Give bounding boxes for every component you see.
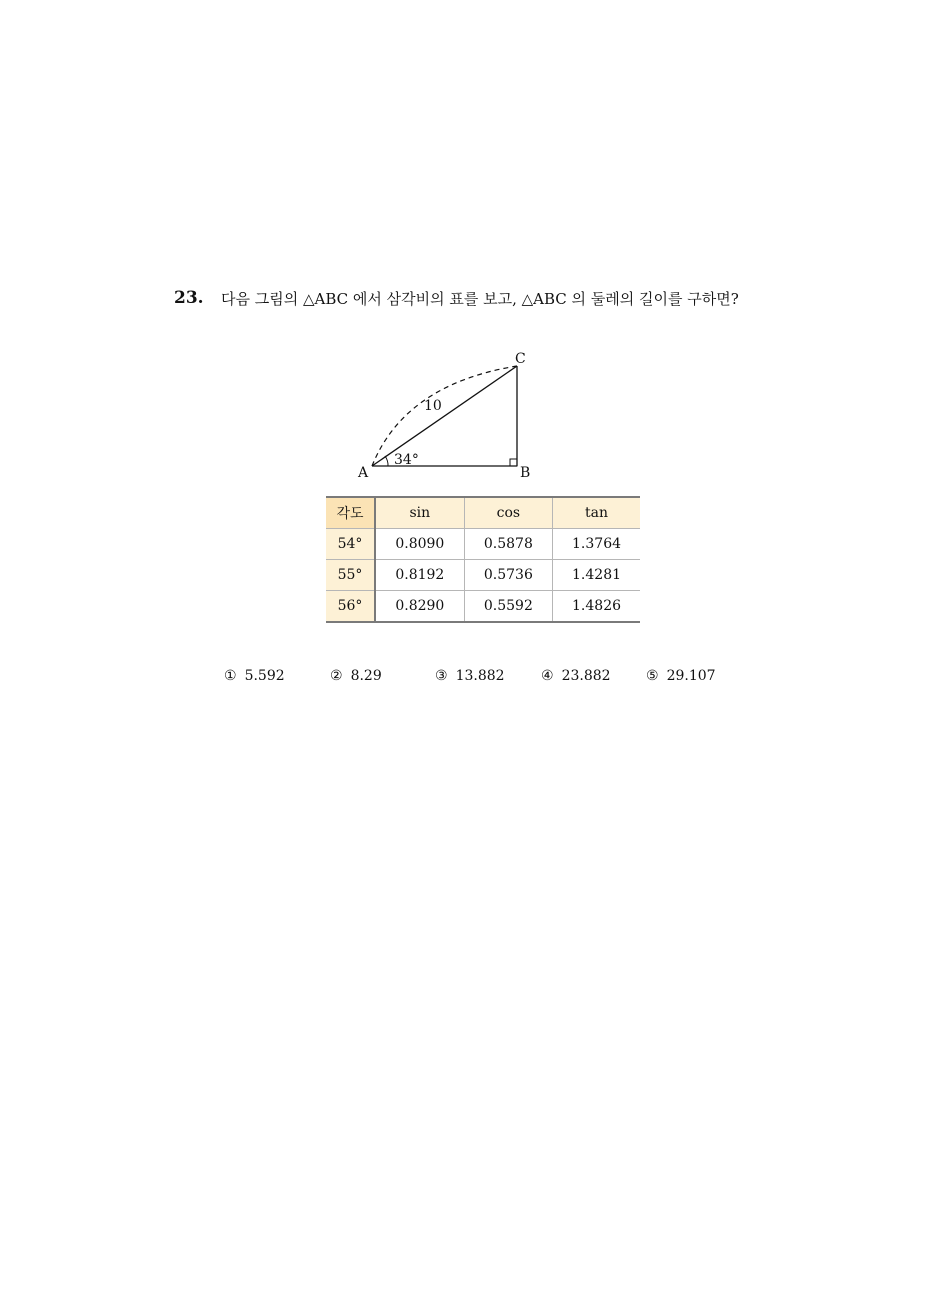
- vertex-b-label: B: [520, 465, 531, 481]
- row-angle: 56°: [326, 591, 375, 623]
- choice-value: 23.882: [561, 668, 611, 684]
- table-cell: 0.8192: [375, 560, 464, 591]
- question-text: 다음 그림의 △ABC 에서 삼각비의 표를 보고, △ABC 의 둘레의 길이를 구하면?: [221, 290, 739, 308]
- choice-mark: ④: [541, 668, 554, 684]
- table-row: [326, 529, 640, 560]
- row-angle: 54°: [326, 529, 375, 560]
- table-cell: 0.5736: [464, 560, 552, 591]
- side-ac: [372, 366, 517, 466]
- triangle-figure: [350, 344, 540, 482]
- column-header: tan: [553, 497, 640, 529]
- choice-value: 8.29: [350, 668, 382, 684]
- question: [0, 284, 926, 314]
- table-cell: 0.5592: [464, 591, 552, 623]
- vertex-c-label: C: [515, 351, 526, 367]
- table-cell: 0.8090: [375, 529, 464, 560]
- trig-table: [326, 496, 640, 623]
- column-header: sin: [375, 497, 464, 529]
- choice-value: 13.882: [455, 668, 505, 684]
- choice-5[interactable]: [646, 668, 716, 684]
- right-angle-mark: [510, 459, 517, 466]
- choice-mark: ⑤: [646, 668, 659, 684]
- table-cell: 1.4281: [553, 560, 640, 591]
- column-header: cos: [464, 497, 552, 529]
- table-row: [326, 560, 640, 591]
- choice-2[interactable]: [330, 668, 382, 684]
- choice-mark: ③: [435, 668, 448, 684]
- answer-choices: [0, 666, 926, 692]
- angle-arc: [385, 456, 388, 466]
- choice-1[interactable]: [224, 668, 285, 684]
- table-cell: 1.3764: [553, 529, 640, 560]
- table-header-row: [326, 497, 640, 529]
- choice-mark: ①: [224, 668, 237, 684]
- choice-3[interactable]: [435, 668, 505, 684]
- question-number: 23.: [174, 288, 204, 308]
- choice-value: 5.592: [244, 668, 285, 684]
- triangle-diagram: [350, 344, 540, 482]
- choice-mark: ②: [330, 668, 343, 684]
- hypotenuse-length-label: 10: [424, 398, 442, 414]
- table-cell: 1.4826: [553, 591, 640, 623]
- choice-value: 29.107: [666, 668, 716, 684]
- vertex-a-label: A: [358, 465, 369, 481]
- table-corner: 각도: [326, 497, 375, 529]
- table-row: [326, 591, 640, 623]
- table-cell: 0.8290: [375, 591, 464, 623]
- angle-label: 34°: [394, 452, 419, 468]
- choice-4[interactable]: [541, 668, 611, 684]
- row-angle: 55°: [326, 560, 375, 591]
- table-cell: 0.5878: [464, 529, 552, 560]
